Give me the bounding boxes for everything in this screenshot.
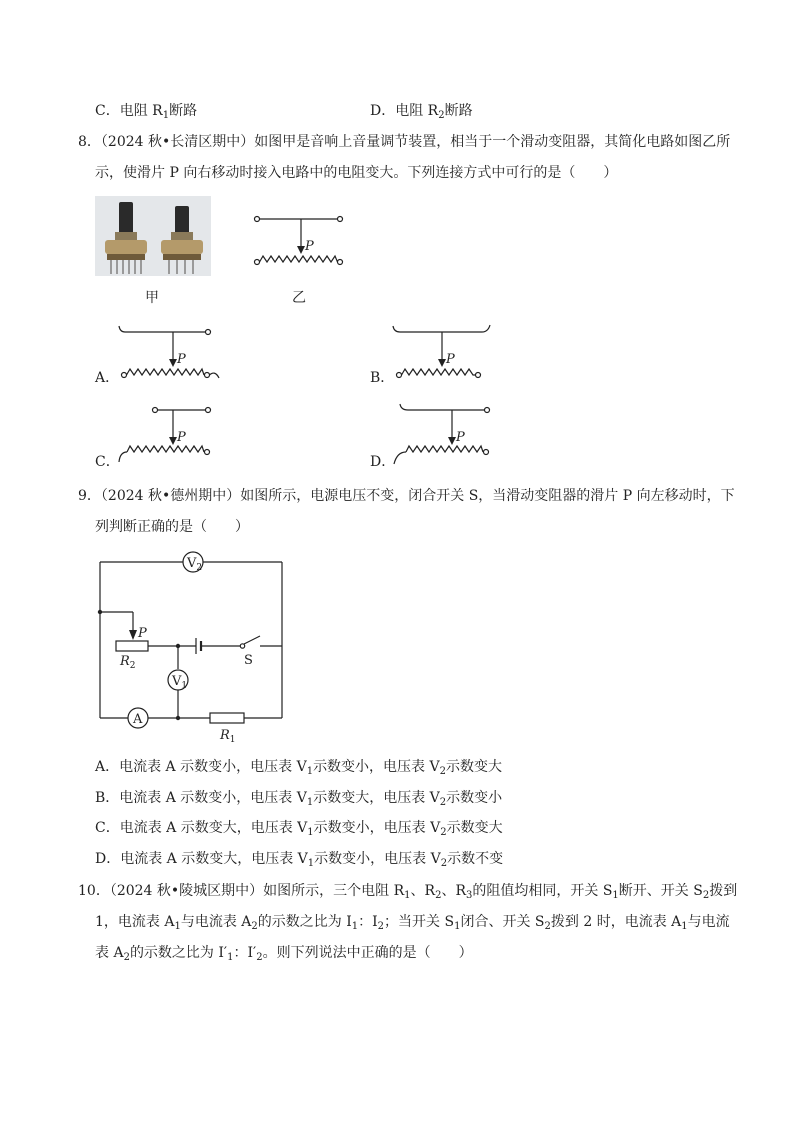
resistor-r2 xyxy=(116,641,148,651)
q10-stem-line1: 10．（2024 秋•陵城区期中）如图所示，三个电阻 $R_1$、$R_2$、$R_3$的阻值均相同，开关 $S_1$断开、开关 $S_2$拨到 xyxy=(78,883,738,901)
slider-label: P xyxy=(305,239,314,254)
slider-label: P xyxy=(177,430,186,445)
caption-jia: 甲 xyxy=(145,290,159,306)
q10-stem-line3: 表 $A_2$的示数之比为 $I'_1$：$I'_2$。则下列说法中正确的是（ ） xyxy=(95,945,473,963)
q8-option-a-label: A． xyxy=(95,370,120,386)
q8-option-c-label: C． xyxy=(95,454,120,470)
q7-option-d: D．电阻 $R_2$断路 xyxy=(370,103,473,121)
q8-option-b-figure xyxy=(390,320,500,385)
q9-stem-line1: 9．（2024 秋•德州期中）如图所示，电源电压不变，闭合开关 S，当滑动变阻器的滑片 P 向左移动时，下 xyxy=(78,488,735,504)
potentiometer-photo xyxy=(95,196,211,276)
slider-label: P xyxy=(456,430,465,445)
caption-yi: 乙 xyxy=(292,290,306,306)
q8-option-d-figure xyxy=(390,402,500,467)
q9-circuit-diagram xyxy=(90,548,295,748)
q8-stem-line2: 示，使滑片 P 向右移动时接入电路中的电阻变大。下列连接方式中可行的是（ ） xyxy=(95,165,618,181)
q8-option-d-label: D． xyxy=(370,454,396,470)
r1-label: $R_1$ xyxy=(220,728,236,745)
potentiometer-photo-drawing xyxy=(95,196,211,276)
v1-label: $V_1$ xyxy=(172,674,188,691)
q10-stem-line2: 1，电流表 $A_1$与电流表 $A_2$的示数之比为 $I_1$：$I_2$；当开关 $S_1$闭合、开关 $S_2$拨到 2 时，电流表 $A_1$与电流 xyxy=(95,914,730,932)
switch-label: S xyxy=(244,653,253,668)
r2-label: $R_2$ xyxy=(120,654,136,671)
q8-stem-line1: 8．（2024 秋•长清区期中）如图甲是音响上音量调节装置，相当于一个滑动变阻器，其简化电路如图乙所 xyxy=(78,134,731,150)
q8-option-b-label: B． xyxy=(370,370,395,386)
slider-label: P xyxy=(446,352,455,367)
ammeter-label: A xyxy=(133,712,143,727)
r2-slider-label: P xyxy=(138,626,147,641)
v2-label: $V_2$ xyxy=(187,556,203,573)
q9-option-d: D．电流表 A 示数变大，电压表 $V_1$示数变小，电压表 $V_2$示数不变 xyxy=(95,851,504,869)
q8-option-c-figure xyxy=(115,402,225,467)
q9-option-c: C．电流表 A 示数变大，电压表 $V_1$示数变小，电压表 $V_2$示数变大 xyxy=(95,820,503,838)
q9-option-a: A．电流表 A 示数变小，电压表 $V_1$示数变小，电压表 $V_2$示数变大 xyxy=(95,759,502,777)
q8-option-a-figure xyxy=(115,320,225,385)
q7-option-c: C．电阻 $R_1$断路 xyxy=(95,103,198,121)
q9-stem-line2: 列判断正确的是（ ） xyxy=(95,519,249,535)
resistor-r1 xyxy=(210,713,244,723)
figure-yi-rheostat xyxy=(245,205,355,275)
q9-option-b: B．电流表 A 示数变小，电压表 $V_1$示数变大，电压表 $V_2$示数变小 xyxy=(95,790,503,808)
slider-label: P xyxy=(177,352,186,367)
